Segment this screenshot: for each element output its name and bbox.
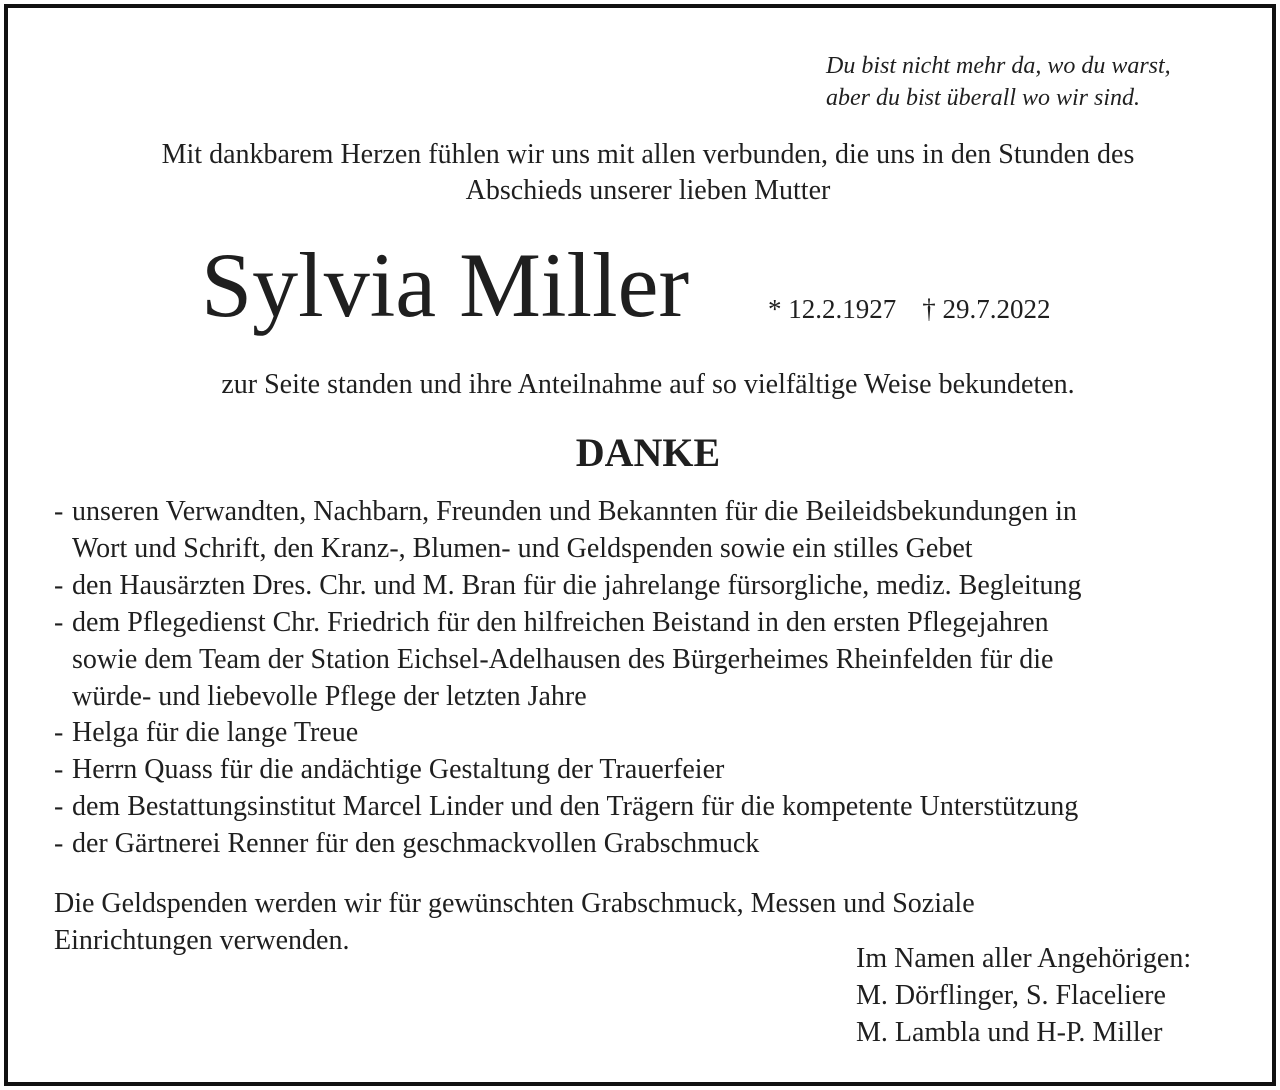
thanks-heading: DANKE xyxy=(575,430,721,475)
intro-text xyxy=(48,137,1248,209)
list-item xyxy=(54,568,1254,605)
notice-frame xyxy=(4,4,1276,1086)
list-item xyxy=(54,605,1254,716)
list-item xyxy=(54,752,1254,789)
intro-line-2: Abschieds unserer lieben Mutter xyxy=(465,175,831,206)
memorial-quote xyxy=(826,50,1266,114)
deceased-name: Sylvia Miller xyxy=(201,234,690,336)
list-item-line: dem Bestattungsinstitut Marcel Linder und den Trägern für die kompetente Unterstützung xyxy=(72,791,1079,823)
thanks-list xyxy=(54,494,1254,863)
list-item xyxy=(54,494,1254,568)
list-item xyxy=(54,789,1254,826)
signature-line-1: Im Namen aller Angehörigen: xyxy=(856,943,1192,974)
list-item-line: unseren Verwandten, Nachbarn, Freunden und Bekannten für die Beileidsbekundungen in xyxy=(72,496,1077,527)
list-dash: - xyxy=(54,828,64,860)
quote-line-1: Du bist nicht mehr da, wo du warst, xyxy=(826,53,1171,79)
list-item-line: Helga für die lange Treue xyxy=(72,717,359,749)
list-item-line: Herrn Quass für die andächtige Gestaltung der Trauerfeier xyxy=(72,754,725,786)
list-item-line: den Hausärzten Dres. Chr. und M. Bran für die jahrelange fürsorgliche, mediz. Begleitung xyxy=(72,569,1082,601)
family-signature xyxy=(856,940,1276,1051)
birth-date: * 12.2.1927 xyxy=(768,294,897,324)
intro-line-1: Mit dankbarem Herzen fühlen wir uns mit allen verbunden, die uns in den Stunden des xyxy=(161,139,1135,170)
list-item-line: Wort und Schrift, den Kranz-, Blumen- und Geldspenden sowie ein stilles Gebet xyxy=(72,532,973,564)
list-item-line: würde- und liebevolle Pflege der letzten Jahre xyxy=(72,680,587,712)
list-dash: - xyxy=(54,717,64,749)
signature-line-3: M. Lambla und H-P. Miller xyxy=(856,1017,1163,1048)
list-item-line: dem Pflegedienst Chr. Friedrich für den hilfreichen Beistand in den ersten Pflegejahren xyxy=(72,606,1049,638)
donations-line-2: Einrichtungen verwenden. xyxy=(54,925,350,956)
signature-line-2: M. Dörflinger, S. Flaceliere xyxy=(856,980,1166,1011)
life-dates xyxy=(768,292,1051,326)
list-item-line: sowie dem Team der Station Eichsel-Adelhausen des Bürgerheimes Rheinfelden für die xyxy=(72,643,1054,675)
donations-line-1: Die Geldspenden werden wir für gewünschten Grabschmuck, Messen und Soziale xyxy=(54,888,975,919)
death-date: † 29.7.2022 xyxy=(922,294,1051,324)
list-dash: - xyxy=(54,606,64,638)
list-dash: - xyxy=(54,754,64,786)
list-item xyxy=(54,715,1254,752)
list-item xyxy=(54,826,1254,863)
quote-line-2: aber du bist überall wo wir sind. xyxy=(826,85,1141,111)
list-dash: - xyxy=(54,791,64,823)
list-dash: - xyxy=(54,496,64,527)
support-line: zur Seite standen und ihre Anteilnahme auf so vielfältige Weise bekundeten. xyxy=(221,369,1075,400)
list-dash: - xyxy=(54,569,64,601)
list-item-line: der Gärtnerei Renner für den geschmackvollen Grabschmuck xyxy=(72,828,760,860)
